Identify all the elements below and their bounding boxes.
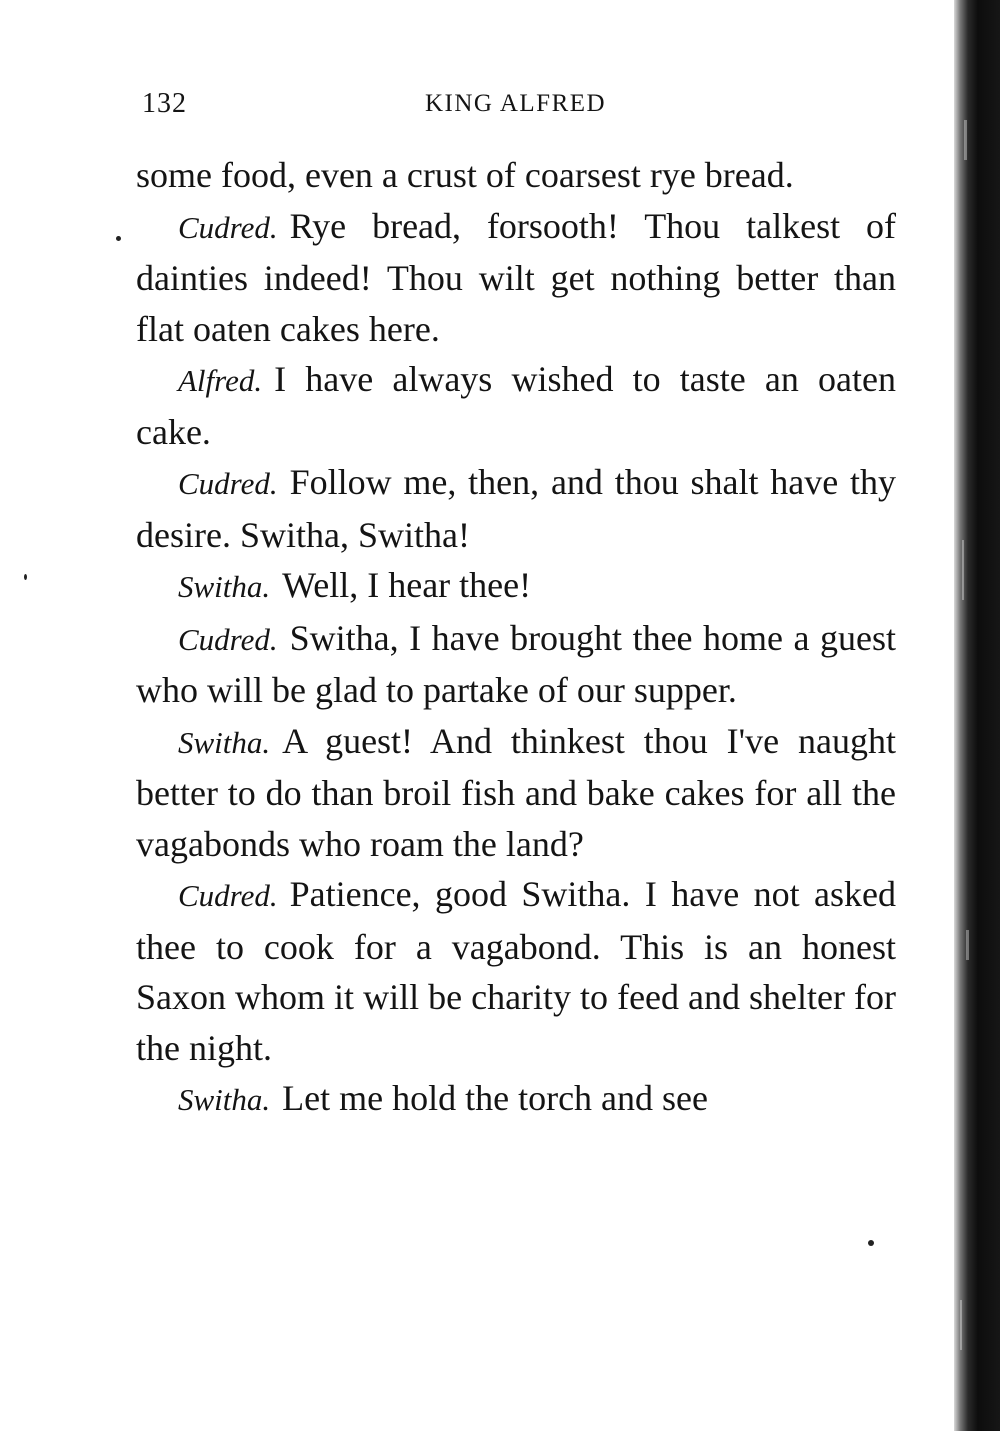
- dialogue-paragraph: [136, 869, 896, 1073]
- speaker-name: Switha.: [178, 724, 271, 760]
- speaker-name: Switha.: [178, 1082, 271, 1117]
- speech-text: Follow me, then, and thou shalt have thy desire. Switha, Switha!: [136, 462, 896, 555]
- speaker-name: Cudred.: [178, 621, 278, 657]
- speaker-name: Cudred.: [178, 209, 278, 245]
- body-text: [136, 150, 896, 1126]
- dialogue-paragraph: [136, 457, 896, 560]
- speech-text: Rye bread, forsooth! Thou talkest of dainties indeed! Thou wilt get nothing better than flat oaten cakes here.: [136, 205, 896, 349]
- dialogue-paragraph: [136, 613, 896, 716]
- scan-speck: [24, 574, 27, 580]
- dialogue-paragraph: [136, 354, 896, 457]
- dialogue-paragraph: [136, 1073, 896, 1126]
- speech-text: Patience, good Switha. I have not asked thee to cook for a vagabond. This is an honest Saxon whom it will be charity to feed and shelter for the night.: [136, 874, 896, 1068]
- scan-speck: [868, 1240, 874, 1246]
- speaker-name: Cudred.: [178, 466, 278, 501]
- speech-text: Well, I hear thee!: [282, 565, 532, 605]
- speech-text: Let me hold the torch and see: [282, 1078, 709, 1118]
- dialogue-paragraph: [136, 716, 896, 870]
- speaker-name: Alfred.: [178, 363, 263, 398]
- dialogue-paragraph: [136, 201, 896, 355]
- speaker-name: Cudred.: [178, 878, 278, 913]
- speaker-name: Switha.: [178, 569, 271, 604]
- speech-text: I have always wished to taste an oaten cake.: [136, 359, 896, 452]
- page-number: 132: [142, 88, 187, 119]
- binding-edge: [954, 0, 1000, 1431]
- continuation-paragraph: some food, even a crust of coarsest rye bread.: [136, 155, 794, 195]
- speech-text: A guest! And thinkest thou I've naught better to do than broil fish and bake cakes for all the vagabonds who roam the land?: [136, 720, 896, 864]
- page-header: [0, 88, 1000, 124]
- scan-speck: [116, 236, 121, 241]
- running-title: KING ALFRED: [425, 90, 607, 117]
- dialogue-paragraph: [136, 560, 896, 613]
- speech-text: Switha, I have brought thee home a guest who will be glad to partake of our supper.: [136, 617, 896, 710]
